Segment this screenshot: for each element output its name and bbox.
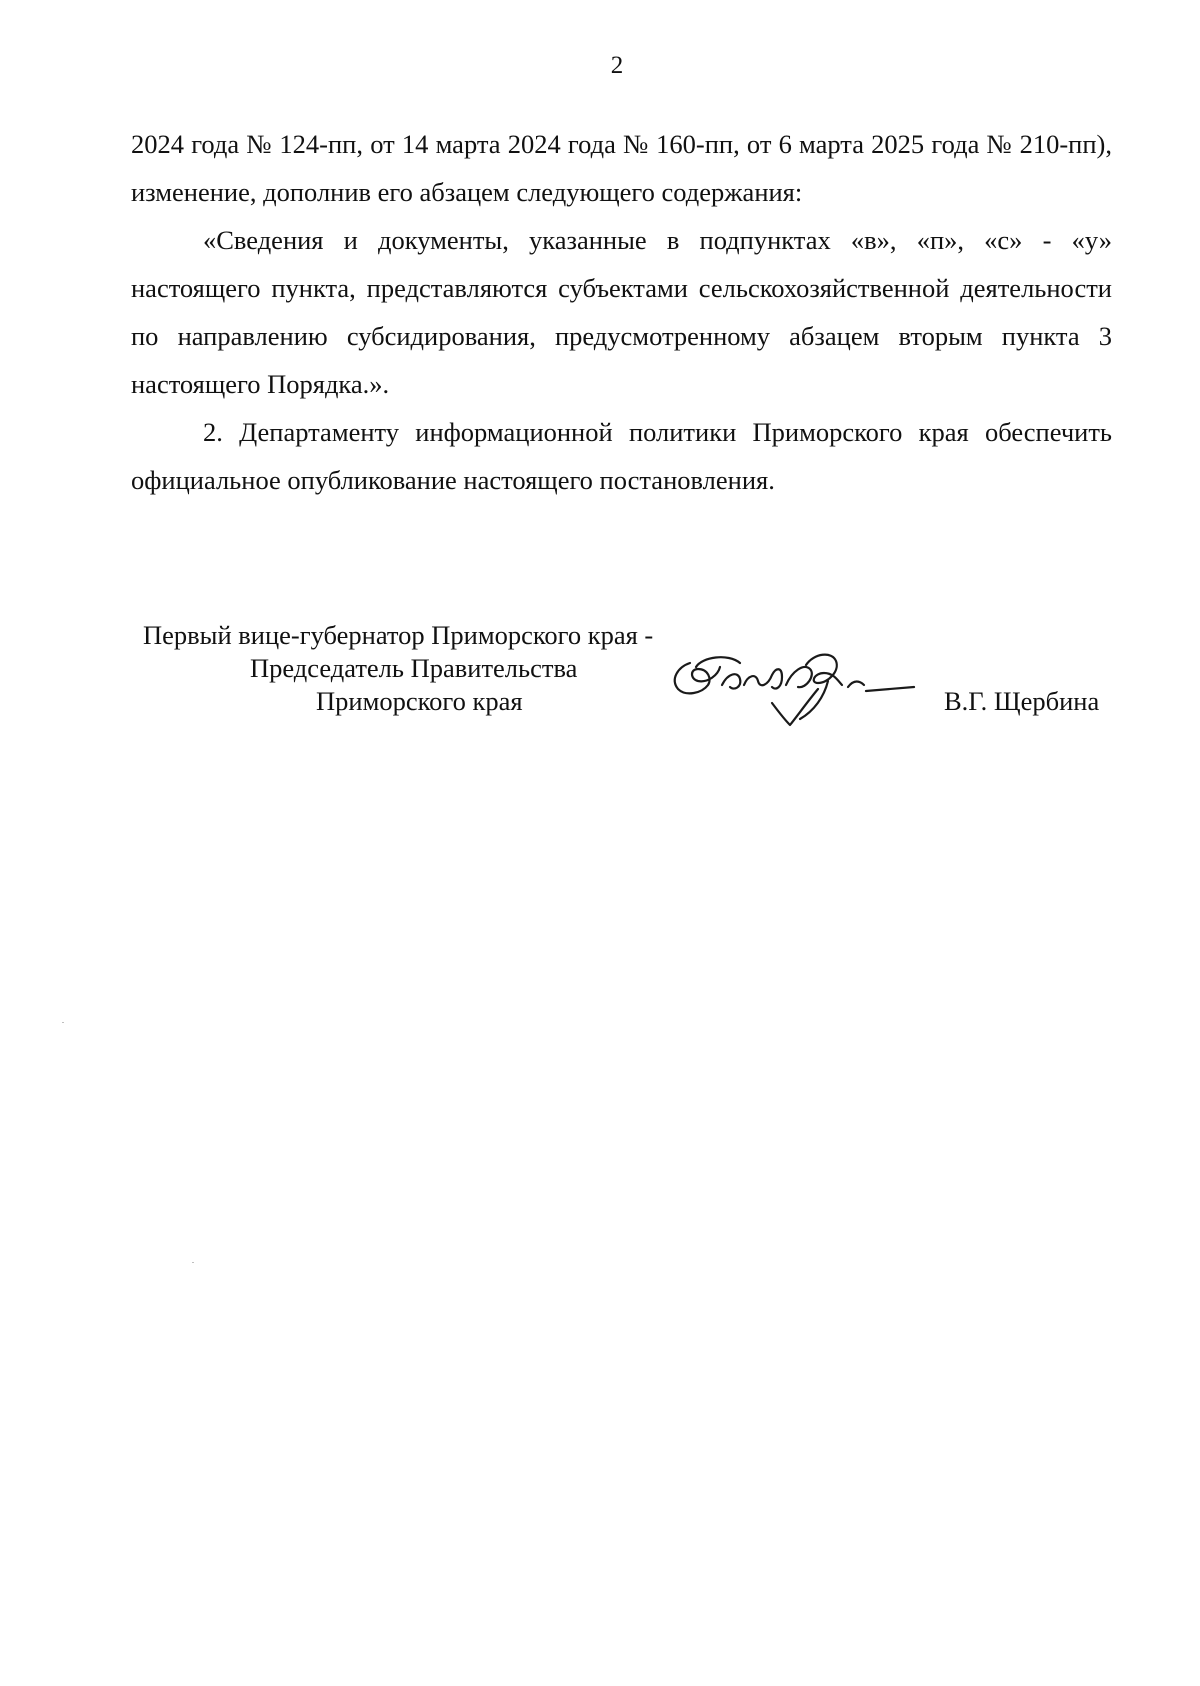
scan-artifact bbox=[192, 1262, 194, 1263]
paragraph-publication-order: 2. Департаменту информационной политики Приморского края обеспечить официальное опубликование настоящего постановления. bbox=[131, 417, 1112, 495]
document-body bbox=[131, 120, 1112, 504]
page-number: 2 bbox=[610, 52, 624, 79]
signatory-title-line-1: Первый вице-губернатор Приморского края - bbox=[143, 620, 654, 650]
scan-artifact bbox=[62, 1022, 64, 1023]
paragraph-quoted-addition: «Сведения и документы, указанные в подпунктах «в», «п», «с» - «у» настоящего пункта, представляются субъектами сельскохозяйственной деятельности по направлению субсидирования, предусмотренному абзацем вторым пункта 3 настоящего Порядка.». bbox=[131, 225, 1112, 399]
signer-name: В.Г. Щербина bbox=[944, 686, 1100, 716]
handwritten-signature bbox=[668, 645, 918, 735]
signatory-title-line-3: Приморского края bbox=[316, 686, 523, 716]
paragraph-amendment-reference: 2024 года № 124-пп, от 14 марта 2024 года № 160-пп, от 6 марта 2025 года № 210-пп), изменение, дополнив его абзацем следующего содержания: bbox=[131, 129, 1112, 207]
signatory-title-line-2: Председатель Правительства bbox=[250, 653, 578, 683]
